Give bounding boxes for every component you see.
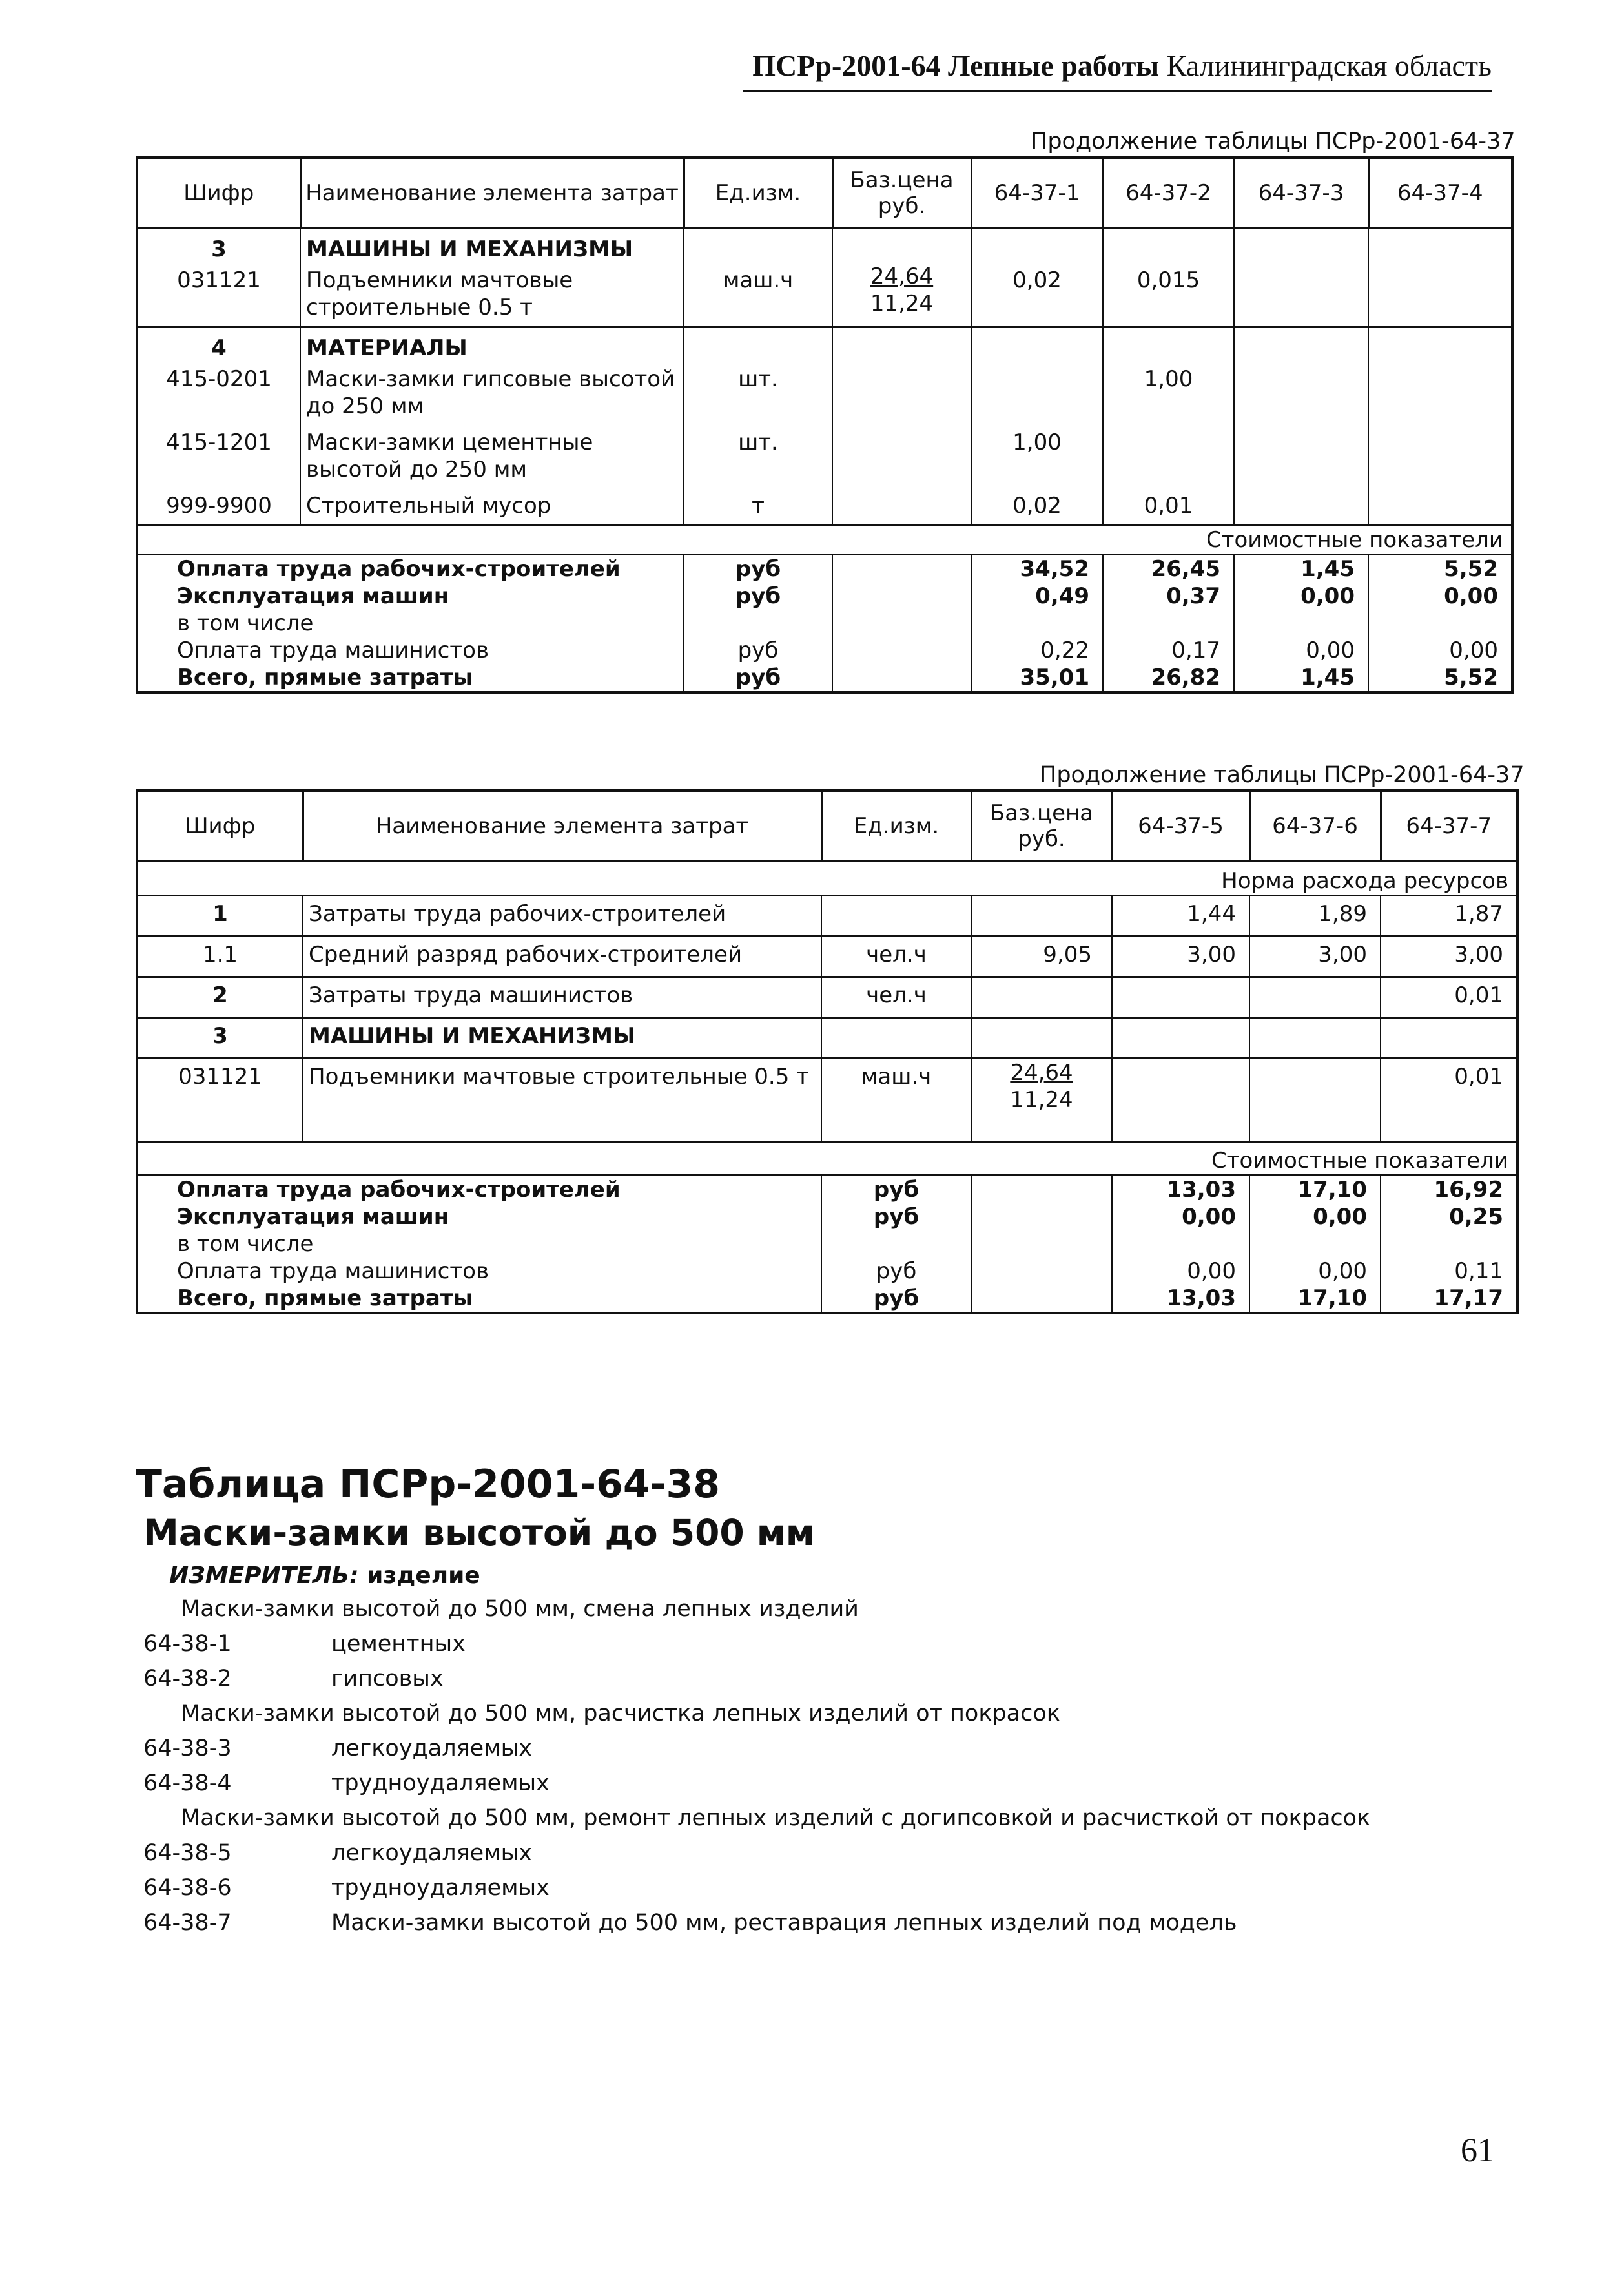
- section-subtitle: Маски-замки высотой до 500 мм: [143, 1512, 815, 1553]
- summary-unit: [821, 1230, 971, 1258]
- row-value: 1,44: [1112, 896, 1249, 937]
- summary-value: 0,00: [1249, 1203, 1381, 1230]
- empty-cell: [1103, 229, 1234, 264]
- column-header: Наименование элемента затрат: [300, 158, 684, 229]
- row-name: Строительный мусор: [300, 488, 684, 526]
- price-cell: 9,05: [971, 937, 1112, 977]
- cost-label-row: [137, 1143, 1517, 1176]
- row-unit: [821, 896, 971, 937]
- row-value: 1,87: [1381, 896, 1517, 937]
- summary-value: 0,22: [971, 637, 1103, 664]
- empty-cell: [684, 327, 832, 362]
- summary-value: 0,00: [1249, 1258, 1381, 1285]
- empty-cell: [832, 637, 971, 664]
- column-header: 64-37-5: [1112, 791, 1249, 862]
- summary-unit: [684, 610, 832, 637]
- section-title: МАТЕРИАЛЫ: [300, 327, 684, 362]
- summary-unit: руб: [821, 1203, 971, 1230]
- summary-value: 17,10: [1249, 1176, 1381, 1204]
- summary-row: [137, 1176, 1517, 1204]
- summary-label: Оплата труда рабочих-строителей: [137, 1176, 821, 1204]
- summary-value: [1103, 610, 1234, 637]
- row-value: [1234, 425, 1368, 488]
- summary-row: [137, 610, 1512, 637]
- base-price-2: 11,24: [1010, 1087, 1073, 1113]
- summary-value: 0,00: [1112, 1258, 1249, 1285]
- column-header: Шифр: [137, 791, 303, 862]
- summary-unit: руб: [684, 555, 832, 583]
- summary-row: [137, 583, 1512, 610]
- summary-unit: руб: [684, 637, 832, 664]
- summary-value: 13,03: [1112, 1285, 1249, 1313]
- row-value: [1368, 263, 1512, 327]
- summary-value: 0,37: [1103, 583, 1234, 610]
- table-row: [137, 488, 1512, 526]
- empty-cell: [971, 1258, 1112, 1285]
- summary-value: 26,82: [1103, 664, 1234, 692]
- table-header-row: [137, 158, 1512, 229]
- summary-row: [137, 1285, 1517, 1313]
- row-value: [1112, 1059, 1249, 1143]
- row-value: 3,00: [1249, 937, 1381, 977]
- section-title: Таблица ПСРр-2001-64-38: [136, 1462, 721, 1507]
- column-header: Баз.цена руб.: [971, 791, 1112, 862]
- empty-cell: [832, 583, 971, 610]
- summary-value: 0,49: [971, 583, 1103, 610]
- summary-value: 0,00: [1234, 583, 1368, 610]
- summary-value: 5,52: [1368, 555, 1512, 583]
- summary-label: Оплата труда машинистов: [137, 637, 684, 664]
- row-value: [1368, 362, 1512, 425]
- row-value: 1,89: [1249, 896, 1381, 937]
- row-value: 1,00: [1103, 362, 1234, 425]
- summary-unit: руб: [821, 1176, 971, 1204]
- measure-group: Маски-замки высотой до 500 мм, ремонт лепных изделий с догипсовкой и расчисткой от покрасок: [181, 1805, 1371, 1831]
- summary-value: 1,45: [1234, 664, 1368, 692]
- price-cell: [832, 263, 971, 327]
- summary-unit: руб: [684, 583, 832, 610]
- row-name: Подъемники мачтовые строительные 0.5 т: [300, 263, 684, 327]
- empty-cell: [971, 1230, 1112, 1258]
- summary-unit: руб: [684, 664, 832, 692]
- column-header: 64-37-7: [1381, 791, 1517, 862]
- summary-value: 0,25: [1381, 1203, 1517, 1230]
- row-value: [1249, 1018, 1381, 1059]
- header-region: Калининградская область: [1166, 49, 1492, 82]
- row-value: [971, 362, 1103, 425]
- row-unit: маш.ч: [821, 1059, 971, 1143]
- base-price: 24,64: [870, 264, 934, 289]
- measure-text: цементных: [331, 1631, 466, 1657]
- summary-value: [1381, 1230, 1517, 1258]
- summary-value: 1,45: [1234, 555, 1368, 583]
- column-header: Наименование элемента затрат: [303, 791, 821, 862]
- measure-text: легкоудаляемых: [331, 1840, 532, 1866]
- page-number: 61: [1461, 2132, 1494, 2169]
- row-value: [1234, 263, 1368, 327]
- price-cell: [971, 896, 1112, 937]
- measure-group: Маски-замки высотой до 500 мм, смена лепных изделий: [181, 1596, 859, 1622]
- row-code: 031121: [137, 1059, 303, 1143]
- table-row: [137, 263, 1512, 327]
- row-code: 1: [137, 896, 303, 937]
- row-value: [1381, 1018, 1517, 1059]
- column-header: 64-37-6: [1249, 791, 1381, 862]
- row-value: 0,02: [971, 488, 1103, 526]
- row-unit: шт.: [684, 362, 832, 425]
- measure-text: трудноудаляемых: [331, 1875, 550, 1901]
- price-cell: [971, 1059, 1112, 1143]
- row-name: Маски-замки цементные высотой до 250 мм: [300, 425, 684, 488]
- summary-value: 13,03: [1112, 1176, 1249, 1204]
- row-name: Затраты труда рабочих-строителей: [303, 896, 821, 937]
- table-row: [137, 977, 1517, 1018]
- measure-code: 64-38-2: [143, 1666, 232, 1692]
- measure-text: гипсовых: [331, 1666, 444, 1692]
- row-value: 0,01: [1381, 1059, 1517, 1143]
- row-value: 0,015: [1103, 263, 1234, 327]
- empty-cell: [971, 327, 1103, 362]
- row-value: [1368, 488, 1512, 526]
- row-unit: чел.ч: [821, 937, 971, 977]
- table-header-row: [137, 791, 1517, 862]
- price-cell: [832, 425, 971, 488]
- row-value: [1249, 1059, 1381, 1143]
- table2: [136, 789, 1519, 1314]
- summary-value: 16,92: [1381, 1176, 1517, 1204]
- measure-label: ИЗМЕРИТЕЛЬ:: [169, 1562, 359, 1589]
- summary-value: [1368, 610, 1512, 637]
- column-header: 64-37-1: [971, 158, 1103, 229]
- row-name: Подъемники мачтовые строительные 0.5 т: [303, 1059, 821, 1143]
- row-code: 2: [137, 977, 303, 1018]
- empty-cell: [971, 1203, 1112, 1230]
- summary-row: [137, 1203, 1517, 1230]
- row-unit: чел.ч: [821, 977, 971, 1018]
- summary-value: 17,17: [1381, 1285, 1517, 1313]
- summary-value: 0,00: [1368, 637, 1512, 664]
- empty-cell: [832, 555, 971, 583]
- table-row: [137, 425, 1512, 488]
- row-value: 3,00: [1381, 937, 1517, 977]
- table-row: [137, 362, 1512, 425]
- summary-unit: руб: [821, 1258, 971, 1285]
- summary-value: 0,11: [1381, 1258, 1517, 1285]
- table-row: [137, 896, 1517, 937]
- summary-row: [137, 1258, 1517, 1285]
- summary-unit: руб: [821, 1285, 971, 1313]
- column-header: 64-37-2: [1103, 158, 1234, 229]
- summary-label: Всего, прямые затраты: [137, 1285, 821, 1313]
- empty-cell: [832, 327, 971, 362]
- cost-label: Стоимостные показатели: [137, 526, 1512, 555]
- row-name: Затраты труда машинистов: [303, 977, 821, 1018]
- summary-value: 0,00: [1368, 583, 1512, 610]
- section-row: [137, 327, 1512, 362]
- measure-text: трудноудаляемых: [331, 1770, 550, 1796]
- summary-value: 17,10: [1249, 1285, 1381, 1313]
- price-cell: [971, 1018, 1112, 1059]
- column-header: Баз.цена руб.: [832, 158, 971, 229]
- section-row: [137, 229, 1512, 264]
- page-header: [752, 48, 1492, 84]
- summary-value: [971, 610, 1103, 637]
- row-value: [1368, 425, 1512, 488]
- summary-row: [137, 555, 1512, 583]
- row-value: [1112, 1018, 1249, 1059]
- row-value: [1249, 977, 1381, 1018]
- empty-cell: [1368, 327, 1512, 362]
- row-code: 1.1: [137, 937, 303, 977]
- norm-label-row: [137, 862, 1517, 896]
- row-name: Маски-замки гипсовые высотой до 250 мм: [300, 362, 684, 425]
- table1: [136, 156, 1514, 694]
- column-header: 64-37-3: [1234, 158, 1368, 229]
- section-code: 4: [137, 327, 300, 362]
- measure-code: 64-38-5: [143, 1840, 232, 1866]
- row-code: 031121: [137, 263, 300, 327]
- row-unit: [821, 1018, 971, 1059]
- row-code: 415-0201: [137, 362, 300, 425]
- summary-label: Оплата труда машинистов: [137, 1258, 821, 1285]
- column-header: Ед.изм.: [684, 158, 832, 229]
- measure-code: 64-38-7: [143, 1910, 232, 1936]
- empty-cell: [832, 229, 971, 264]
- summary-label: в том числе: [137, 610, 684, 637]
- row-unit: маш.ч: [684, 263, 832, 327]
- measure-line: [169, 1562, 480, 1590]
- table-row: [137, 1059, 1517, 1143]
- empty-cell: [684, 229, 832, 264]
- cost-label: Стоимостные показатели: [137, 1143, 1517, 1176]
- row-value: [1234, 488, 1368, 526]
- empty-cell: [1234, 229, 1368, 264]
- summary-value: [1112, 1230, 1249, 1258]
- row-value: 3,00: [1112, 937, 1249, 977]
- summary-value: 0,17: [1103, 637, 1234, 664]
- price-cell: [832, 362, 971, 425]
- row-value: [1103, 425, 1234, 488]
- summary-label: Эксплуатация машин: [137, 1203, 821, 1230]
- summary-value: [1249, 1230, 1381, 1258]
- cost-label-row: [137, 526, 1512, 555]
- table2-continuation: Продолжение таблицы ПСРр-2001-64-37: [1040, 762, 1525, 788]
- empty-cell: [832, 664, 971, 692]
- section-title: МАШИНЫ И МЕХАНИЗМЫ: [300, 229, 684, 264]
- measure-text: Маски-замки высотой до 500 мм, реставрация лепных изделий под модель: [331, 1910, 1237, 1936]
- measure-code: 64-38-1: [143, 1631, 232, 1657]
- summary-value: 5,52: [1368, 664, 1512, 692]
- table1-continuation: Продолжение таблицы ПСРр-2001-64-37: [1031, 129, 1516, 154]
- summary-row: [137, 664, 1512, 692]
- header-underline: [743, 90, 1492, 92]
- summary-label: в том числе: [137, 1230, 821, 1258]
- summary-value: 0,00: [1234, 637, 1368, 664]
- summary-value: 26,45: [1103, 555, 1234, 583]
- measure-code: 64-38-6: [143, 1875, 232, 1901]
- summary-value: [1234, 610, 1368, 637]
- summary-value: 35,01: [971, 664, 1103, 692]
- row-name: МАШИНЫ И МЕХАНИЗМЫ: [303, 1018, 821, 1059]
- row-value: [1112, 977, 1249, 1018]
- row-value: 0,01: [1103, 488, 1234, 526]
- empty-cell: [971, 1285, 1112, 1313]
- row-value: [1234, 362, 1368, 425]
- empty-cell: [1103, 327, 1234, 362]
- summary-row: [137, 637, 1512, 664]
- base-price: 24,64: [1010, 1060, 1073, 1086]
- measure-text: легкоудаляемых: [331, 1736, 532, 1761]
- column-header: Ед.изм.: [821, 791, 971, 862]
- measure-code: 64-38-3: [143, 1736, 232, 1761]
- empty-cell: [832, 610, 971, 637]
- column-header: 64-37-4: [1368, 158, 1512, 229]
- header-code: ПСРр-2001-64 Лепные работы: [752, 49, 1160, 82]
- empty-cell: [1234, 327, 1368, 362]
- table-row: [137, 1018, 1517, 1059]
- empty-cell: [1368, 229, 1512, 264]
- measure-value: изделие: [367, 1562, 480, 1589]
- table-row: [137, 937, 1517, 977]
- column-header: Шифр: [137, 158, 300, 229]
- row-value: 1,00: [971, 425, 1103, 488]
- row-value: 0,02: [971, 263, 1103, 327]
- row-code: 999-9900: [137, 488, 300, 526]
- summary-label: Оплата труда рабочих-строителей: [137, 555, 684, 583]
- row-code: 3: [137, 1018, 303, 1059]
- row-unit: шт.: [684, 425, 832, 488]
- empty-cell: [971, 1176, 1112, 1204]
- summary-row: [137, 1230, 1517, 1258]
- empty-cell: [971, 229, 1103, 264]
- section-code: 3: [137, 229, 300, 264]
- summary-value: 34,52: [971, 555, 1103, 583]
- row-name: Средний разряд рабочих-строителей: [303, 937, 821, 977]
- measure-group: Маски-замки высотой до 500 мм, расчистка лепных изделий от покрасок: [181, 1701, 1060, 1726]
- price-cell: [832, 488, 971, 526]
- row-unit: т: [684, 488, 832, 526]
- norm-label: Норма расхода ресурсов: [137, 862, 1517, 896]
- summary-label: Эксплуатация машин: [137, 583, 684, 610]
- measure-code: 64-38-4: [143, 1770, 232, 1796]
- row-value: 0,01: [1381, 977, 1517, 1018]
- summary-value: 0,00: [1112, 1203, 1249, 1230]
- base-price-2: 11,24: [870, 291, 934, 316]
- price-cell: [971, 977, 1112, 1018]
- summary-label: Всего, прямые затраты: [137, 664, 684, 692]
- row-code: 415-1201: [137, 425, 300, 488]
